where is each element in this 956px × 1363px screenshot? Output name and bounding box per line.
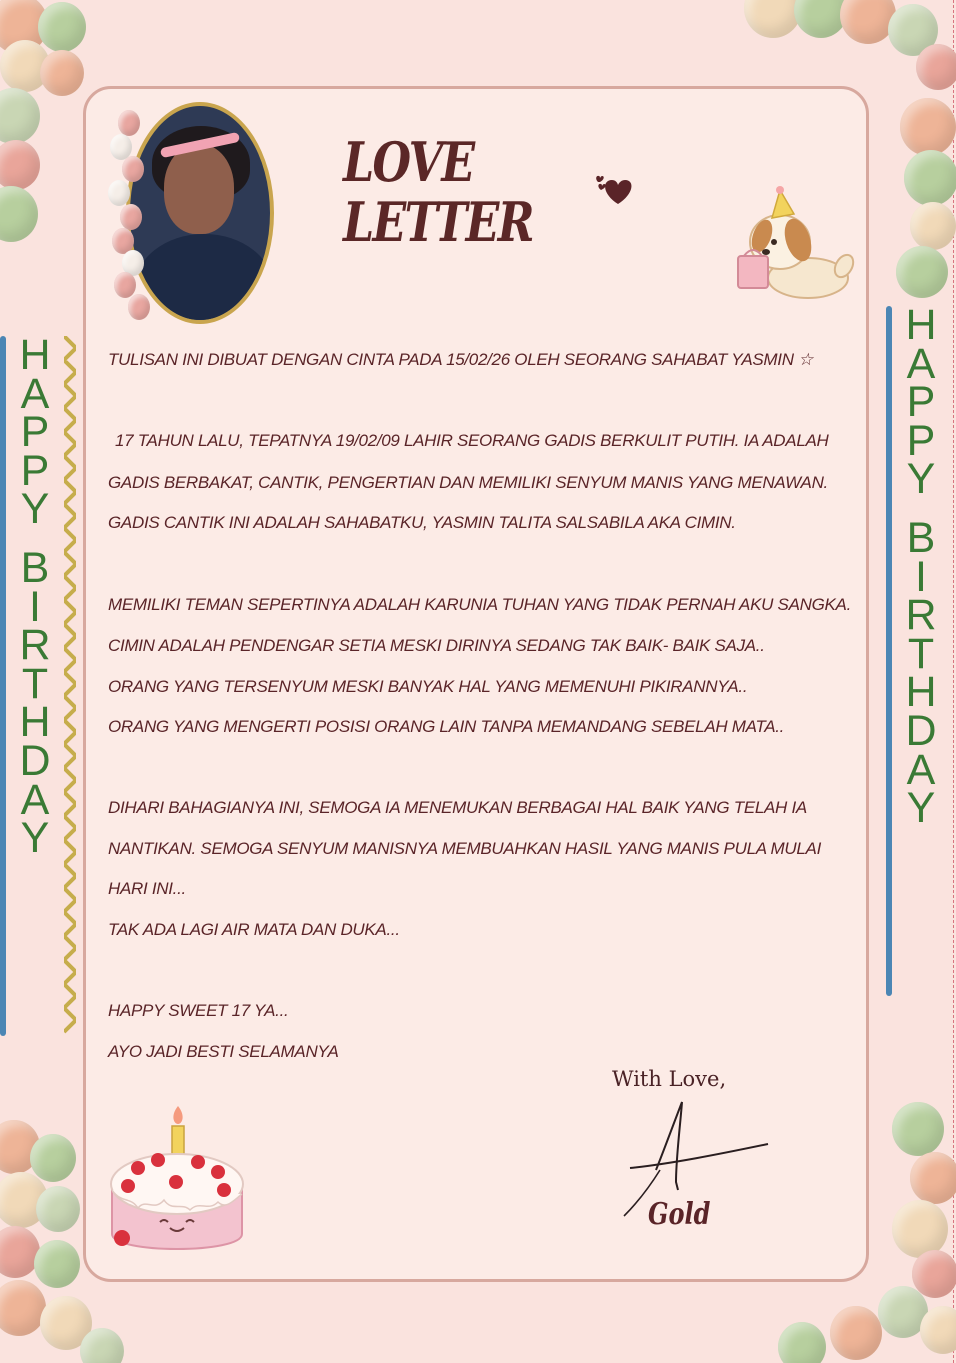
side-banner-right [882,301,952,1006]
page-title: LOVE LETTER [343,130,533,254]
letter-line: HAPPY SWEET 17 YA... [108,1001,289,1020]
letter-line: AYO JADI BESTI SELAMANYA [108,1042,339,1061]
photo-portrait [108,100,288,332]
banner-text-left: H A P P Y B I R T H D A Y [19,331,51,863]
zigzag-border-icon [64,336,76,1036]
heart-icon [592,170,648,212]
letter-line: TAK ADA LAGI AIR MATA DAN DUKA... [108,920,400,939]
signature-name: Gold [648,1197,711,1232]
letter-line: GADIS CANTIK INI ADALAH SAHABATKU, YASMIN TALITA SALSABILA AKA CIMIN. [108,513,736,532]
letter-line: DIHARI BAHAGIANYA INI, SEMOGA IA MENEMUKAN BERBAGAI HAL BAIK YANG TELAH IA [108,798,807,817]
portrait-image [126,102,274,324]
closing-text: With Love, [612,1067,727,1091]
letter-line: HARI INI... [108,879,186,898]
letter-line: ORANG YANG MENGERTI POSISI ORANG LAIN TANPA MEMANDANG SEBELAH MATA.. [108,717,785,736]
dog-icon [736,184,856,302]
letter-line: CIMIN ADALAH PENDENGAR SETIA MESKI DIRINYA SEDANG TAK BAIK- BAIK SAJA.. [108,636,765,655]
letter-line: 17 TAHUN LALU, TEPATNYA 19/02/09 LAHIR SEORANG GADIS BERKULIT PUTIH. IA ADALAH [115,431,829,450]
banner-text-right: H A P P Y B I R T H D A Y [905,301,937,833]
side-banner-left [0,331,70,1036]
letter-line: ORANG YANG TERSENYUM MESKI BANYAK HAL YANG MEMENUHI PIKIRANNYA.. [108,677,748,696]
letter-line: GADIS BERBAKAT, CANTIK, PENGERTIAN DAN MEMILIKI SENYUM MANIS YANG MENAWAN. [108,473,828,492]
cake-icon [100,1104,254,1262]
letter-line: TULISAN INI DIBUAT DENGAN CINTA PADA 15/02/26 OLEH SEORANG SAHABAT YASMIN ☆ [108,350,814,369]
letter-line: MEMILIKI TEMAN SEPERTINYA ADALAH KARUNIA TUHAN YANG TIDAK PERNAH AKU SANGKA. [108,595,852,614]
letter-line: NANTIKAN. SEMOGA SENYUM MANISNYA MEMBUAHKAN HASIL YANG MANIS PULA MULAI [108,839,822,858]
